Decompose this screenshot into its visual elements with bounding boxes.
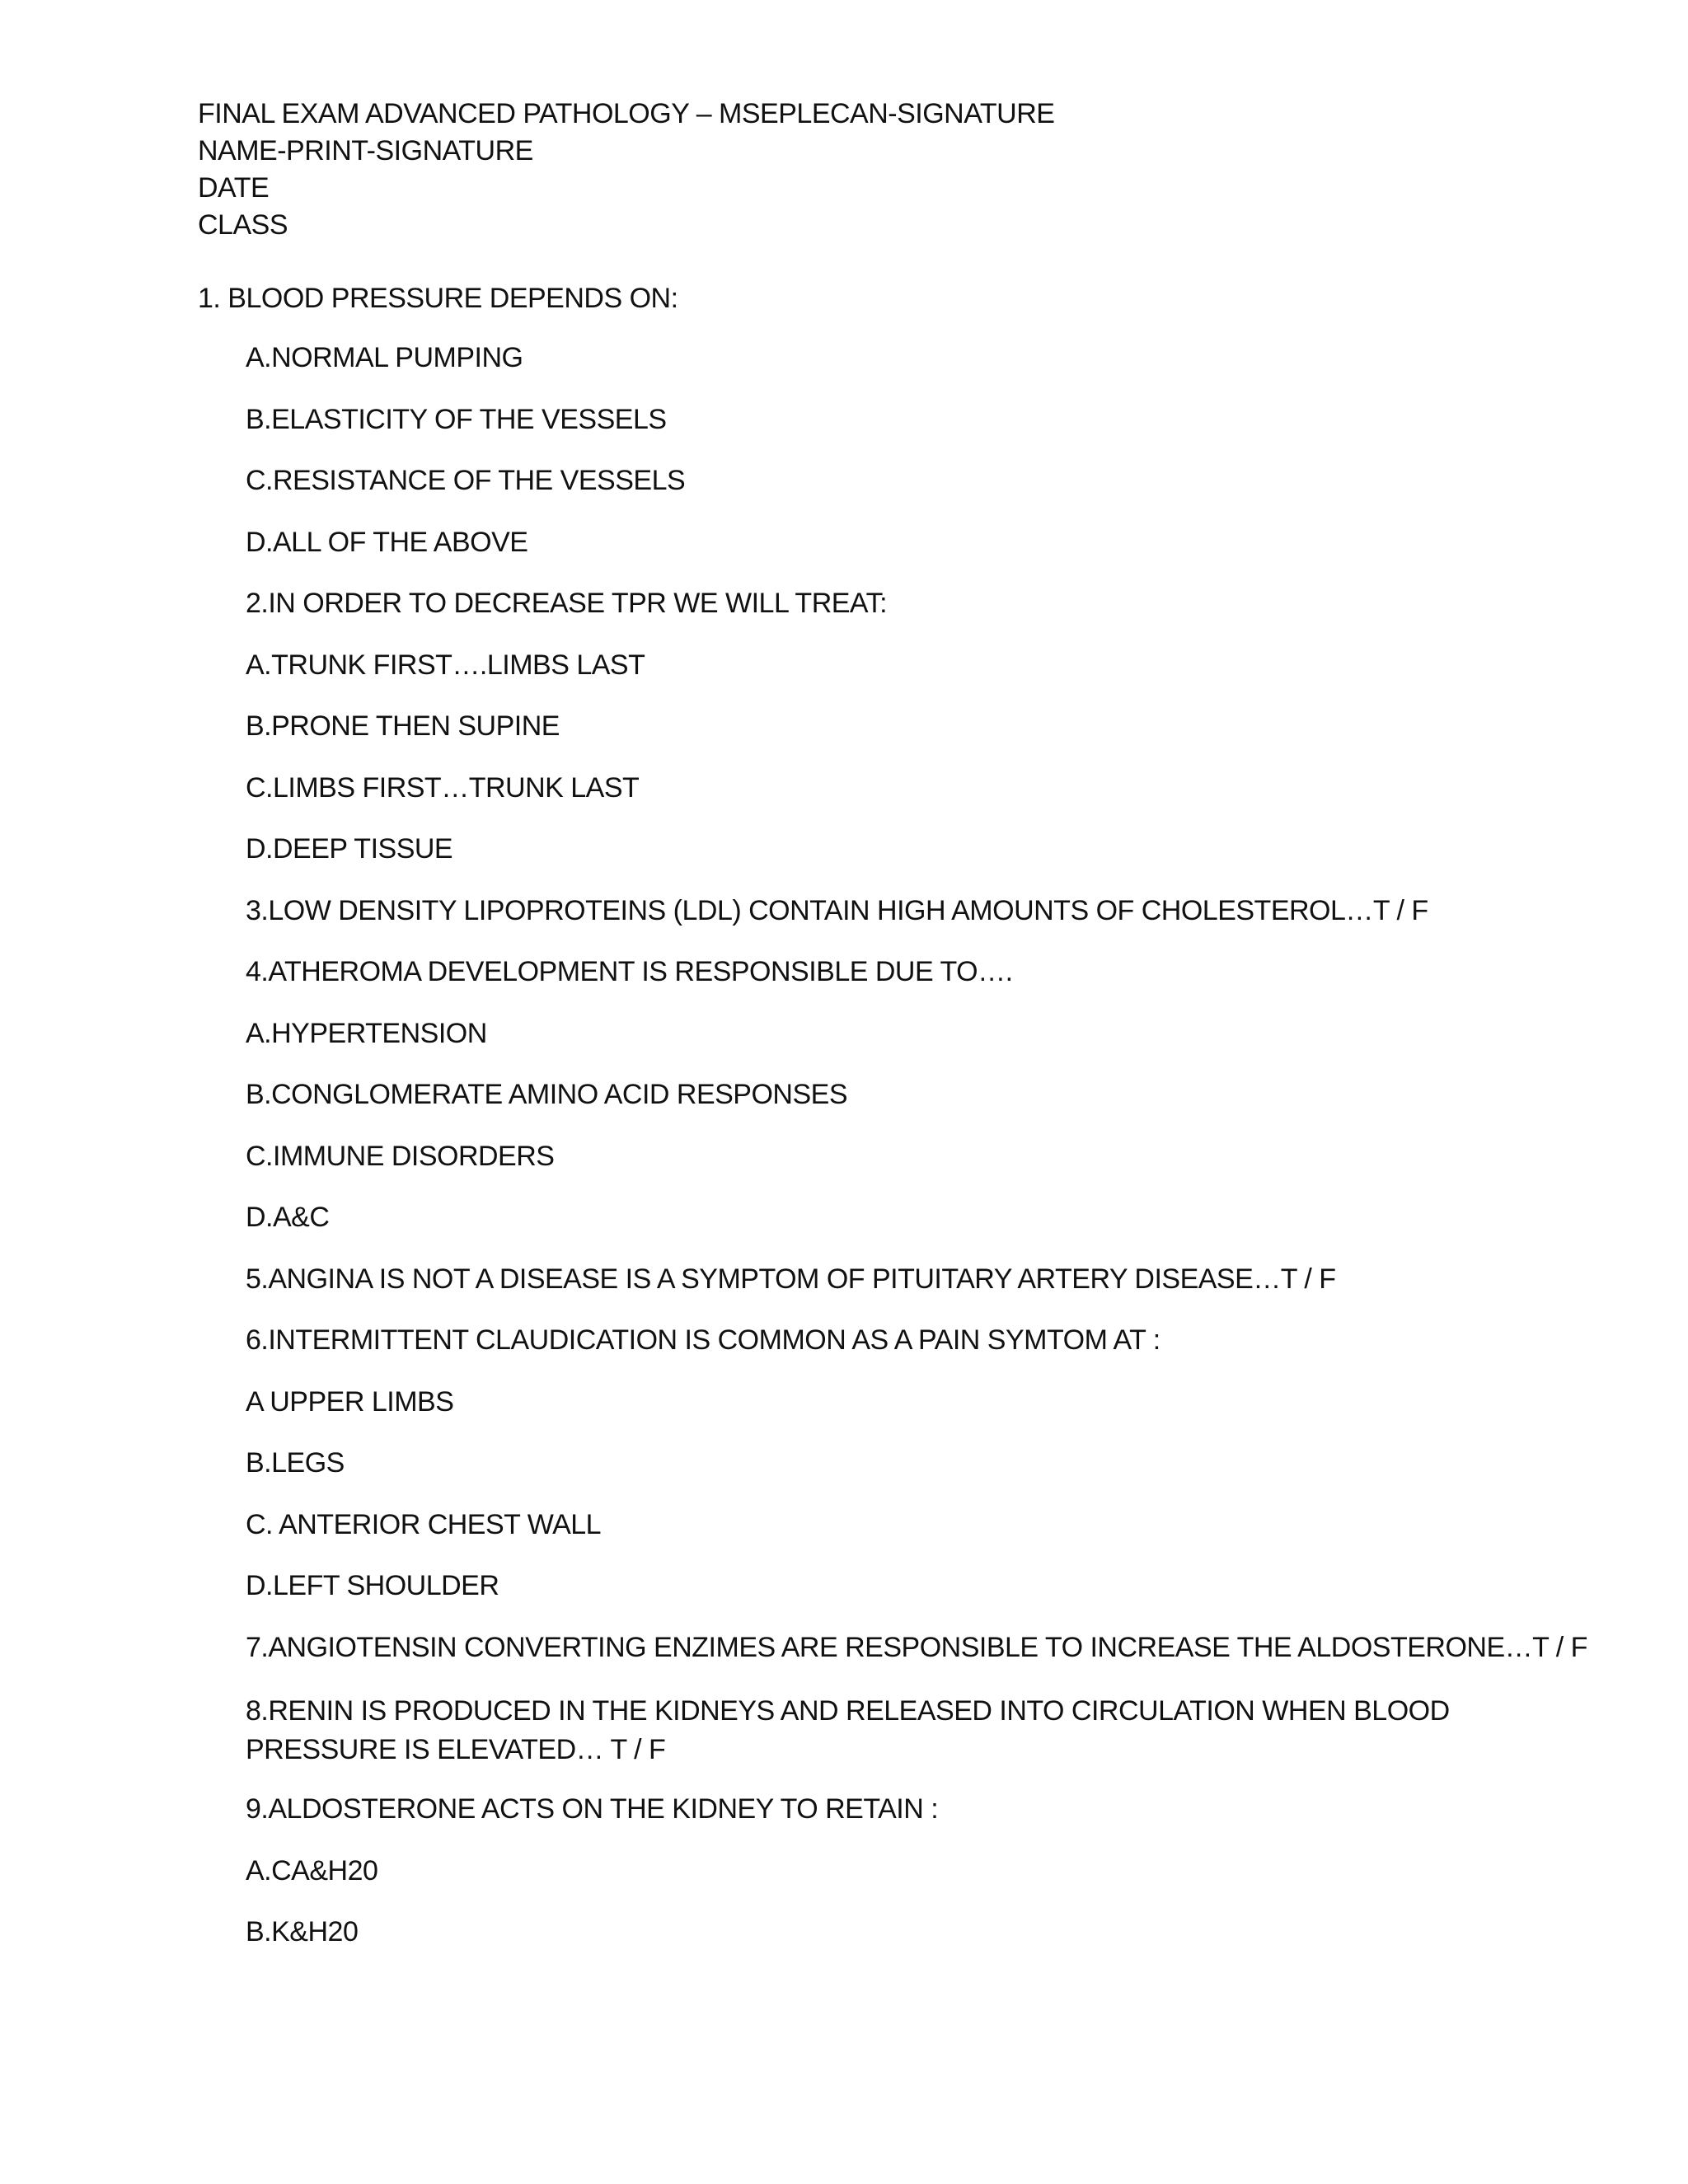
- q1-option-c: C.RESISTANCE OF THE VESSELS: [246, 465, 686, 496]
- q4-option-b: B.CONGLOMERATE AMINO ACID RESPONSES: [246, 1079, 848, 1110]
- q9-option-b: B.K&H20: [246, 1916, 359, 1947]
- q9-option-a: A.CA&H20: [246, 1854, 378, 1886]
- question-3: 3.LOW DENSITY LIPOPROTEINS (LDL) CONTAIN HIGH AMOUNTS OF CHOLESTEROL…T / F: [246, 894, 1428, 926]
- question-1: 1. BLOOD PRESSURE DEPENDS ON:: [198, 283, 678, 314]
- question-2: 2.IN ORDER TO DECREASE TPR WE WILL TREAT:: [246, 588, 888, 619]
- q2-option-b: B.PRONE THEN SUPINE: [246, 710, 560, 742]
- q6-option-a: A UPPER LIMBS: [246, 1385, 454, 1418]
- question-9: 9.ALDOSTERONE ACTS ON THE KIDNEY TO RETAIN :: [246, 1793, 939, 1825]
- q1-option-a: A.NORMAL PUMPING: [246, 342, 523, 373]
- q4-option-d: D.A&C: [246, 1202, 330, 1233]
- question-8: 8.RENIN IS PRODUCED IN THE KIDNEYS AND RELEASED INTO CIRCULATION WHEN BLOOD PRESSURE IS ELEVATED… T / F: [246, 1695, 1450, 1765]
- question-7: 7.ANGIOTENSIN CONVERTING ENZIMES ARE RESPONSIBLE TO INCREASE THE ALDOSTERONE…T / F: [246, 1631, 1587, 1663]
- exam-header: [198, 96, 1517, 244]
- q2-option-a: A.TRUNK FIRST….LIMBS LAST: [246, 649, 645, 681]
- question-list: [246, 341, 1587, 1977]
- q6-option-b: B.LEGS: [246, 1447, 345, 1479]
- q6-option-c: C. ANTERIOR CHEST WALL: [246, 1508, 602, 1540]
- date-line: DATE: [198, 172, 270, 204]
- question-4: 4.ATHEROMA DEVELOPMENT IS RESPONSIBLE DUE TO….: [246, 956, 1013, 987]
- q2-option-c: C.LIMBS FIRST…TRUNK LAST: [246, 771, 640, 804]
- exam-title: FINAL EXAM ADVANCED PATHOLOGY – MSEPLECAN-SIGNATURE: [198, 98, 1055, 129]
- q2-option-d: D.DEEP TISSUE: [246, 833, 453, 865]
- q4-option-a: A.HYPERTENSION: [246, 1017, 487, 1049]
- q1-option-d: D.ALL OF THE ABOVE: [246, 526, 528, 558]
- q4-option-c: C.IMMUNE DISORDERS: [246, 1140, 555, 1172]
- question-5: 5.ANGINA IS NOT A DISEASE IS A SYMPTOM OF PITUITARY ARTERY DISEASE…T / F: [246, 1263, 1336, 1295]
- q1-option-b: B.ELASTICITY OF THE VESSELS: [246, 403, 667, 435]
- question-6: 6.INTERMITTENT CLAUDICATION IS COMMON AS A PAIN SYMTOM AT :: [246, 1324, 1160, 1356]
- q6-option-d: D.LEFT SHOULDER: [246, 1570, 499, 1601]
- class-line: CLASS: [198, 209, 288, 241]
- name-line: NAME-PRINT-SIGNATURE: [198, 135, 533, 166]
